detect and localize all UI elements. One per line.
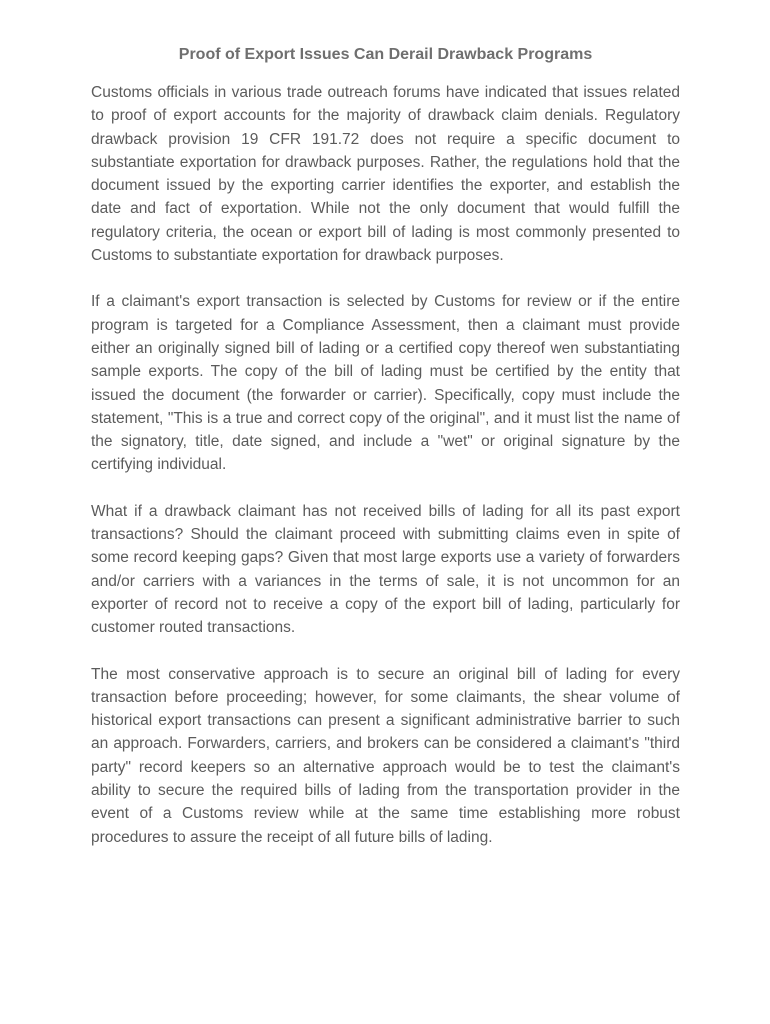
document-page bbox=[91, 43, 680, 872]
paragraph-2: If a claimant's export transaction is selected by Customs for review or if the entire program is targeted for a Compliance Assessment, then a claimant must provide either an originally signed bill of lading or a certified copy thereof wen substantiating sample exports. The copy of the bill of lading must be certified by the entity that issued the document (the forwarder or carrier). Specifically, copy must include the statement, "This is a true and correct copy of the original", and it must list the name of the signatory, title, date signed, and include a "wet" or original signature by the certifying individual. bbox=[91, 293, 680, 474]
paragraph-3: What if a drawback claimant has not received bills of lading for all its past export transactions? Should the claimant proceed with submitting claims even in spite of some record keeping gaps? Given that most large exports use a variety of forwarders and/or carriers with a variances in the terms of sale, it is not uncommon for an exporter of record not to receive a copy of the export bill of lading, particularly for customer routed transactions. bbox=[91, 502, 680, 637]
paragraph-1: Customs officials in various trade outreach forums have indicated that issues related to proof of export accounts for the majority of drawback claim denials. Regulatory drawback provision 19 CFR 191.72 does not require a specific document to substantiate exportation for drawback purposes. Rather, the regulations hold that the document issued by the exporting carrier identifies the exporter, and establish the date and fact of exportation. While not the only document that would fulfill the regulatory criteria, the ocean or export bill of lading is most commonly presented to Customs to substantiate exportation for drawback purposes. bbox=[91, 84, 680, 265]
paragraph-4: The most conservative approach is to secure an original bill of lading for every transaction before proceeding; however, for some claimants, the shear volume of historical export transactions can present a significant administrative barrier to such an approach. Forwarders, carriers, and brokers can be considered a claimant's "third party" record keepers so an alternative approach would be to test the claimant's ability to secure the required bills of lading from the transportation provider in the event of a Customs review while at the same time establishing more robust procedures to assure the receipt of all future bills of lading. bbox=[91, 665, 680, 846]
document-title: Proof of Export Issues Can Derail Drawback Programs bbox=[178, 46, 593, 63]
